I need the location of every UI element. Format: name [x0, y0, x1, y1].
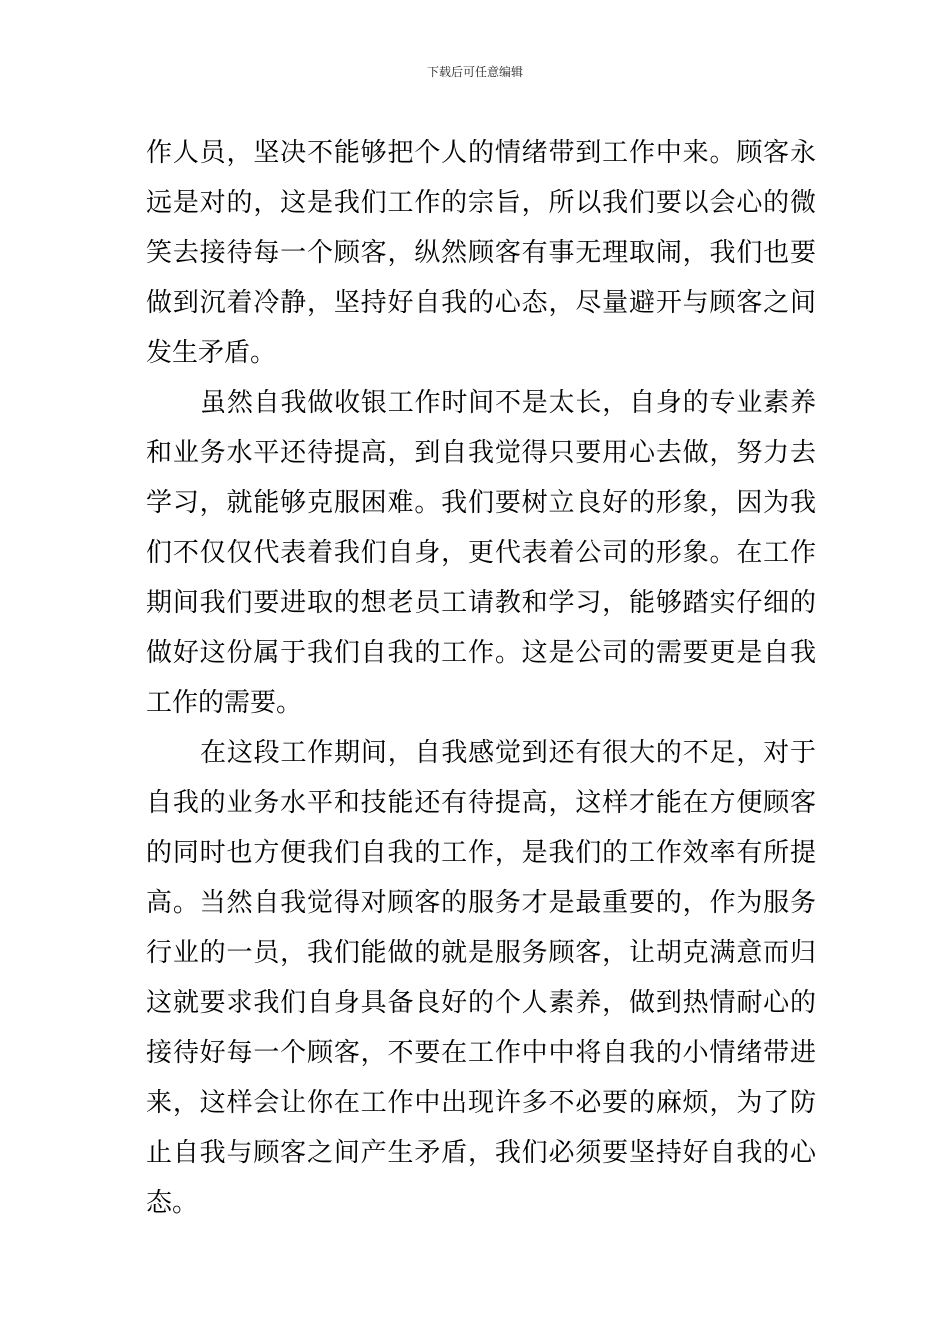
paragraph-1	[146, 128, 816, 378]
text-line: 的同时也方便我们自我的工作，是我们的工作效率有所提	[146, 838, 816, 868]
page-header: 下载后可任意编辑	[426, 65, 523, 79]
text-line: 期间我们要进取的想老员工请教和学习，能够踏实仔细的	[146, 588, 816, 618]
text-line: 行业的一员，我们能做的就是服务顾客，让胡克满意而归	[146, 938, 816, 968]
document-body	[146, 128, 816, 1228]
text-line: 作人员，坚决不能够把个人的情绪带到工作中来。顾客永	[146, 138, 816, 168]
text-line: 笑去接待每一个顾客，纵然顾客有事无理取闹，我们也要	[146, 238, 816, 268]
text-line: 自我的业务水平和技能还有待提高，这样才能在方便顾客	[146, 788, 816, 818]
paragraph-2	[146, 378, 816, 728]
text-line: 远是对的，这是我们工作的宗旨，所以我们要以会心的微	[146, 188, 816, 218]
text-line: 发生矛盾。	[146, 338, 277, 368]
text-line: 高。当然自我觉得对顾客的服务才是最重要的，作为服务	[146, 888, 816, 918]
paragraph-3	[146, 728, 816, 1228]
text-line: 虽然自我做收银工作时间不是太长，自身的专业素养	[200, 388, 816, 418]
text-line: 来，这样会让你在工作中出现许多不必要的麻烦，为了防	[146, 1088, 816, 1118]
text-line: 做到沉着冷静，坚持好自我的心态，尽量避开与顾客之间	[146, 288, 816, 318]
text-line: 在这段工作期间，自我感觉到还有很大的不足，对于	[200, 738, 816, 768]
text-line: 学习，就能够克服困难。我们要树立良好的形象，因为我	[146, 488, 816, 518]
text-line: 做好这份属于我们自我的工作。这是公司的需要更是自我	[146, 638, 816, 668]
text-line: 止自我与顾客之间产生矛盾，我们必须要坚持好自我的心	[146, 1138, 816, 1168]
text-line: 和业务水平还待提高，到自我觉得只要用心去做，努力去	[146, 438, 816, 468]
text-line: 这就要求我们自身具备良好的个人素养，做到热情耐心的	[146, 988, 816, 1018]
text-line: 态。	[146, 1188, 199, 1218]
text-line: 们不仅仅代表着我们自身，更代表着公司的形象。在工作	[146, 538, 816, 568]
text-line: 接待好每一个顾客，不要在工作中中将自我的小情绪带进	[146, 1038, 816, 1068]
text-line: 工作的需要。	[146, 688, 303, 718]
